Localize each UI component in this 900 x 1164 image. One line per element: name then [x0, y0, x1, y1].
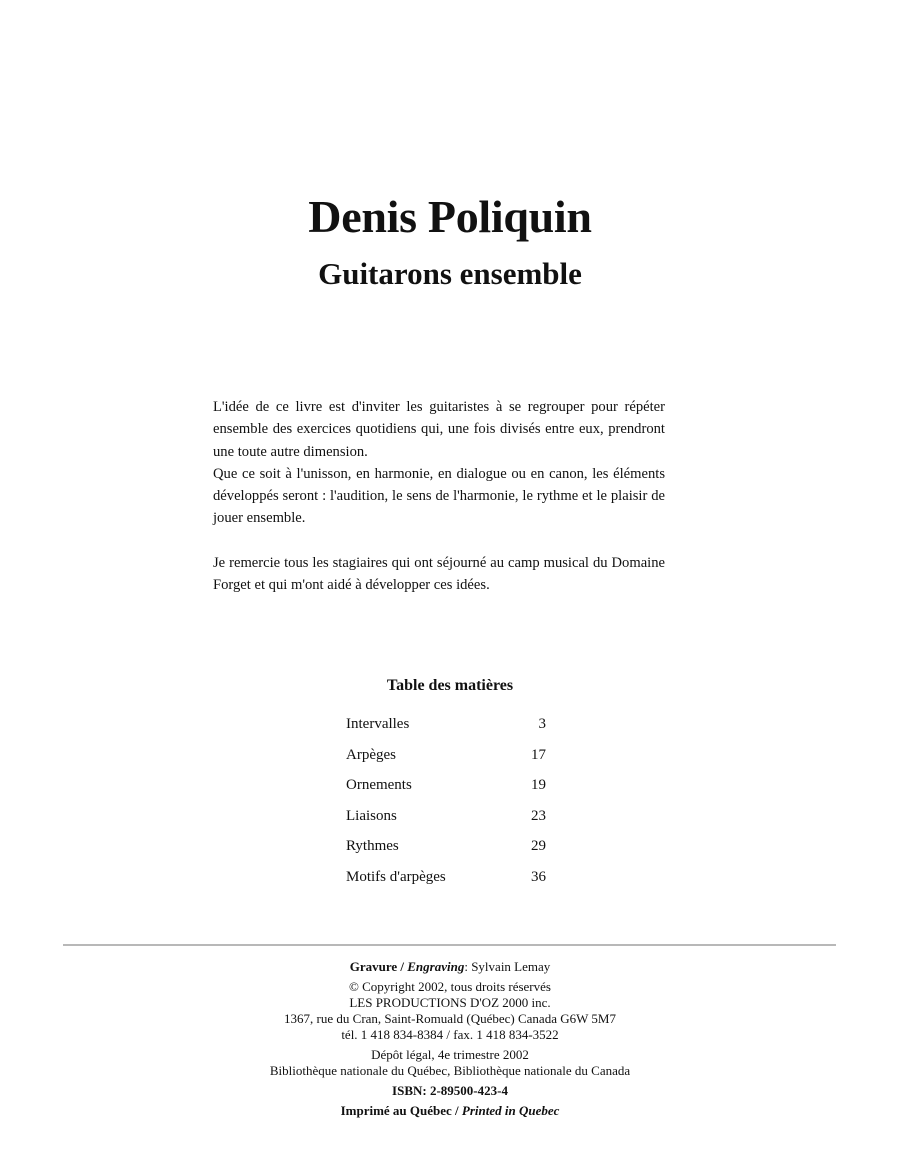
printed-line	[0, 1103, 900, 1119]
printed-en: Printed in Quebec	[461, 1103, 560, 1118]
engraving-label-fr: Gravure	[349, 959, 398, 974]
toc-entry-page: 3	[538, 716, 546, 732]
toc-entry-label: Motifs d'arpèges	[346, 868, 446, 885]
divider	[63, 944, 836, 946]
toc-entry	[346, 777, 546, 808]
publisher-phone: tél. 1 418 834-8384 / fax. 1 418 834-3522	[341, 1027, 559, 1042]
toc-entry-page: 29	[531, 838, 546, 855]
toc-entry-label: Liaisons	[346, 807, 397, 824]
legal-deposit: Dépôt légal, 4e trimestre 2002	[371, 1047, 529, 1062]
isbn: ISBN: 2-89500-423-4	[392, 1083, 508, 1098]
engraver-name: : Sylvain Lemay	[464, 959, 551, 974]
toc-heading: Table des matières	[386, 677, 514, 694]
toc-entry-label: Ornements	[346, 777, 412, 794]
author-name: Denis Poliquin	[308, 191, 592, 242]
copyright-line: © Copyright 2002, tous droits réservés	[349, 979, 551, 994]
acknowledgement-paragraph: Je remercie tous les stagiaires qui ont séjourné au camp musical du Domaine Forget et qui m'ont aidé à développer ces idées.	[213, 554, 665, 594]
toc-entry	[346, 747, 546, 778]
toc-entry-page: 36	[531, 868, 546, 885]
toc-entry	[346, 869, 546, 900]
toc-entry-label: Arpèges	[346, 746, 396, 763]
toc-entry-page: 19	[531, 777, 546, 794]
engraving-label-en: Engraving	[407, 959, 465, 974]
publisher-name: LES PRODUCTIONS D'OZ 2000 inc.	[349, 995, 551, 1010]
toc-entry-label: Intervalles	[346, 716, 410, 732]
book-title: Guitarons ensemble	[318, 256, 582, 291]
libraries-line: Bibliothèque nationale du Québec, Bibliothèque nationale du Canada	[269, 1063, 631, 1078]
intro-text	[213, 396, 665, 596]
intro-paragraph: L'idée de ce livre est d'inviter les guitaristes à se regrouper pour répéter ensemble des exercices quotidiens qui, une fois divisés entre eux, prendront une toute autre dimension.	[213, 399, 665, 460]
toc-entry-page: 23	[531, 807, 546, 824]
toc-entry-page: 17	[531, 746, 546, 763]
colophon	[0, 959, 900, 1119]
printed-fr: Imprimé au Québec /	[340, 1103, 462, 1118]
toc-entry	[346, 808, 546, 839]
intro-paragraph: Que ce soit à l'unisson, en harmonie, en dialogue ou en canon, les éléments développés seront : l'audition, le sens de l'harmonie, le rythme et le plaisir de jouer ensemble.	[213, 465, 665, 527]
engraving-separator: /	[397, 959, 408, 974]
table-of-contents	[346, 716, 546, 900]
toc-entry	[346, 838, 546, 869]
toc-entry	[346, 716, 546, 747]
publisher-address: 1367, rue du Cran, Saint-Romuald (Québec) Canada G6W 5M7	[284, 1011, 616, 1026]
engraving-credit	[0, 959, 900, 975]
toc-entry-label: Rythmes	[346, 838, 399, 855]
